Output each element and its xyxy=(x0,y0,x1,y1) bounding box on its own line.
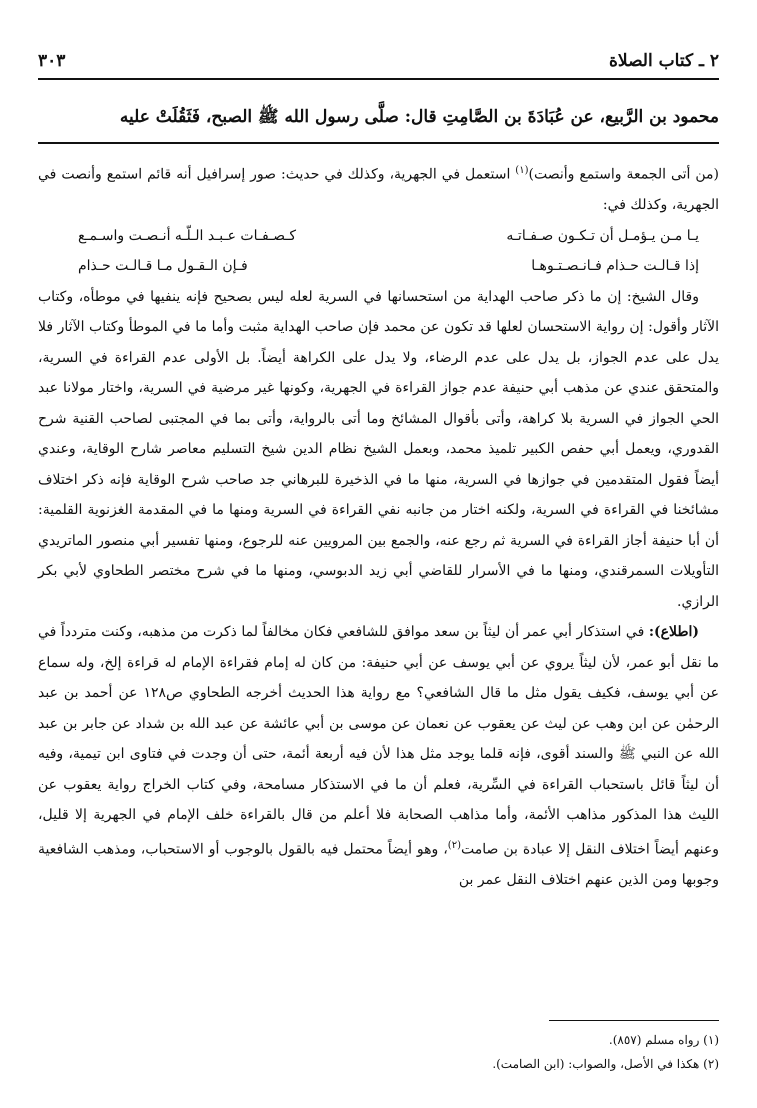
footnote-2: (٢) هكذا في الأصل، والصواب: (ابن الصامت). xyxy=(492,1057,719,1071)
hadith-text: محمود بن الرَّبيع، عن عُبَادَةَ بن الصَّامِتِ قال: صلَّى رسول الله ﷺ الصبح، فَثَقُلَتْ عليه xyxy=(119,107,719,127)
footnote-1: (١) رواه مسلم (٨٥٧). xyxy=(608,1033,719,1047)
footnotes xyxy=(38,1028,719,1076)
note-label: (اطلاع): xyxy=(648,624,699,641)
commentary-paragraph-1 xyxy=(38,156,719,221)
paragraph-text: في استذكار أبي عمر أن ليثاً بن سعد موافق للشافعي فكان مخالفاً لما ذكرت من مذهبه، وكنت متردداً في ما نقل أبو عمر، لأن ليثاً يروي عن أبي يوسف عن أبي حنيفة: من كان له إمام فقراءة الإمام له قراءة إلخ، وله سماع عن أبي يوسف، فكيف يقول مثل ما قال الشافعي؟ مع رواية هذا الحديث أخرجه الطحاوي ص١٢٨ عن أحمد بن عبد الرحمٰن عن ابن وهب عن ليث عن يعقوب عن نعمان عن موسى بن أبي عائشة عن عبد الله بن شداد عن جابر بن عبد الله عن النبي ﷺ والسند أقوى، فإنه قلما يوجد مثل هذا لأن فيه أربعة أئمة، حتى أن وجدت في فتاوى ابن تيمية، وفيه أن ليثاً قائل باستحباب القراءة في السِّرية، فعلم أن ما في الاستذكار مسامحة، وفي كتاب الخراج رواية يعقوب عن الليث هذا المذكور مذاهب الأئمة، وأما مذاهب الصحابة فلا أعلم من قال بالقراءة خلف الإمام في الجهرية إلا قليل، وعنهم أيضاً اختلاف النقل إلا عبادة بن صامت xyxy=(38,624,720,858)
quoted-phrase: (من أتى الجمعة واستمع وأنصت) xyxy=(528,166,719,183)
commentary-paragraph-3 xyxy=(38,617,719,895)
commentary-paragraph-2: وقال الشيخ: إن ما ذكر صاحب الهداية من استحسانها في السرية لعله ليس بصحيح فإنه ينفيها في موطأه، وكتاب الآثار وأقول: إن رواية الاستحسان لعلها قد تكون عن محمد فإن صاحب الهداية مثبت وأما ما في الموطأ وكتاب الآثار فلا يدل على عدم الجواز، بل يدل على عدم الرضاء، ولا يدل على الكراهة أيضاً. بل الأولى عدم القراءة في السرية، والمتحقق عندي عن مذهب أبي حنيفة عدم جواز القراءة في الجهرية، وكونها غير مرضية في السرية، واختار مولانا عبد الحي الجواز في السرية بلا كراهة، وأتى بأقوال المشائخ وما أتى بالرواية، وأتى بما في المجتبى لصاحب القنية شرح القدوري، ويعمل أبي حفص الكبير تلميذ محمد، وبعمل الشيخ نظام الدين شيخ التسليم معاصر شارح الوقاية، وعندي أيضاً فقول المتقدمين في جوازها في السرية، منها ما في الذخيرة للبرهاني جد صاحب شرح الوقاية فإنه ذكر اختلاف مشائخنا في القراءة في السرية، ولكنه اختار من جانبه نفي القراءة في السرية ومنها ما في المقدمة الغزنوية القلمية: أن أبا حنيفة أجاز القراءة في السرية ثم رجع عنه، والجمع بين المرويين عنه للرجوع، ومنها تفسير أبي منصور الماتريدي التأويلات السمرقندي، ومنها ما في الأسرار للقاضي أبي زيد الدبوسي، ومنها ما في شرح مختصر الطحاوي لأبي بكر الرازي. xyxy=(38,288,719,610)
page-header xyxy=(38,44,719,80)
footnote-divider xyxy=(549,1020,719,1021)
verse-hemistich-right: يـا مـن يـؤمـل أن تـكـون صـفـاتـه xyxy=(506,227,699,244)
poem-verse-2 xyxy=(38,251,719,282)
chapter-title: ٢ ـ كتاب الصلاة xyxy=(609,51,719,71)
paragraph-text: ، وهو أيضاً محتمل فيه بالقول بالوجوب أو الاستحباب، ومذهب الشافعية وجوبها ومن الذين عنهم اختلاف النقل عمر بن xyxy=(38,841,719,888)
footnote-ref-2: (٢) xyxy=(447,839,461,851)
verse-hemistich-left: كـصـفـات عـبـد الـلّـه أنـصـت واسـمـع xyxy=(78,227,297,244)
verse-hemistich-right: إذا قـالـت حـذام فـانـصـتـوهـا xyxy=(531,258,699,275)
page-number: ٣٠٣ xyxy=(38,51,66,71)
section-divider xyxy=(38,142,719,144)
paragraph-text: استعمل في الجهرية، وكذلك في حديث: صور إسرافيل أنه قائم استمع وأنصت في الجهرية، وكذلك في: xyxy=(38,166,719,214)
verse-hemistich-left: فـإن الـقـول مـا قـالـت حـذام xyxy=(78,258,248,275)
poem-verse-1 xyxy=(38,221,719,252)
footnote-ref-1: (١) xyxy=(515,165,529,176)
commentary xyxy=(38,156,719,895)
